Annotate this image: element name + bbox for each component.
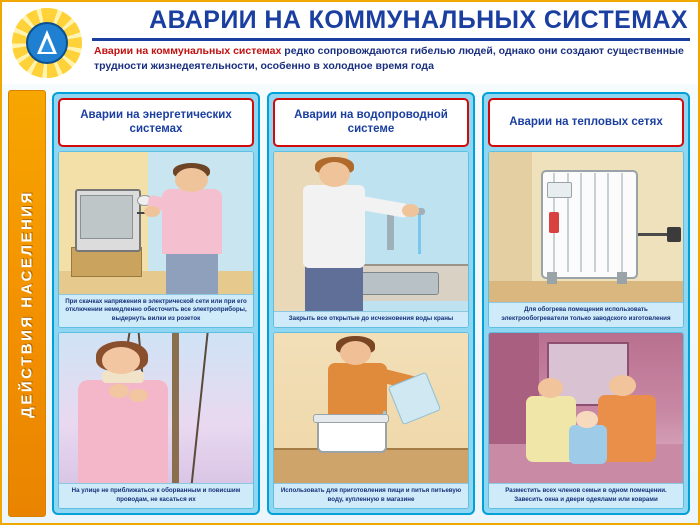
- sidebar-label: ДЕЙСТВИЯ НАСЕЛЕНИЯ: [18, 189, 36, 418]
- panel-heat-top: [488, 151, 684, 328]
- illustration-man-closing-tap: [274, 152, 468, 311]
- column-heading-water: Аварии на водопроводной системе: [273, 98, 469, 147]
- caption-energy-bottom: На улице не приближаться к оборванным и повисшим проводам, не касаться их: [59, 483, 253, 508]
- triangle-inner-icon: [41, 38, 53, 52]
- illustration-man-unplugging-appliances: [59, 152, 253, 294]
- intro-text: [94, 44, 684, 74]
- panel-heat-bottom: [488, 332, 684, 509]
- column-water-system: [267, 92, 475, 515]
- panel-energy-top: [58, 151, 254, 328]
- emercom-star-emblem: [10, 6, 84, 80]
- poster-header: [2, 2, 698, 84]
- caption-heat-bottom: Разместить всех членов семьи в одном помещении. Завесить окна и двери одеялами или коврами: [489, 483, 683, 508]
- illustration-woman-near-fallen-wires: [59, 333, 253, 483]
- panel-energy-bottom: [58, 332, 254, 509]
- column-heading-energy: Аварии на энергетических системах: [58, 98, 254, 147]
- columns-container: [52, 92, 690, 515]
- page-title: АВАРИИ НА КОММУНАЛЬНЫХ СИСТЕМАХ: [149, 6, 688, 34]
- column-energy-systems: [52, 92, 260, 515]
- intro-accent: Аварии на коммунальных системах: [94, 45, 282, 57]
- power-plug-icon: [667, 227, 681, 242]
- caption-water-top: Закрыть все открытые до исчезновения воды краны: [274, 311, 468, 327]
- caption-water-bottom: Использовать для приготовления пищи и питья питьевую воду, купленную в магазине: [274, 483, 468, 508]
- column-heating-networks: [482, 92, 690, 515]
- column-heading-heat: Аварии на тепловых сетях: [488, 98, 684, 147]
- panel-water-bottom: [273, 332, 469, 509]
- caption-energy-top: При скачках напряжения в электрической сети или при его отключении немедленно обесточить все электроприборы, выдернуть вилки из розеток: [59, 294, 253, 327]
- sidebar-banner: [8, 90, 46, 517]
- illustration-woman-pouring-bottled-water: [274, 333, 468, 483]
- illustration-family-in-one-room: [489, 333, 683, 483]
- panel-water-top: [273, 151, 469, 328]
- title-divider: [92, 38, 690, 41]
- intro-rest: редко сопровождаются гибелью людей, однако они создают существенные трудности жизнедеятельности, особенно в холодное время года: [94, 45, 684, 72]
- caption-heat-top: Для обогрева помещения использовать электрообогреватели только заводского изготовления: [489, 302, 683, 327]
- illustration-electric-oil-heater: [489, 152, 683, 302]
